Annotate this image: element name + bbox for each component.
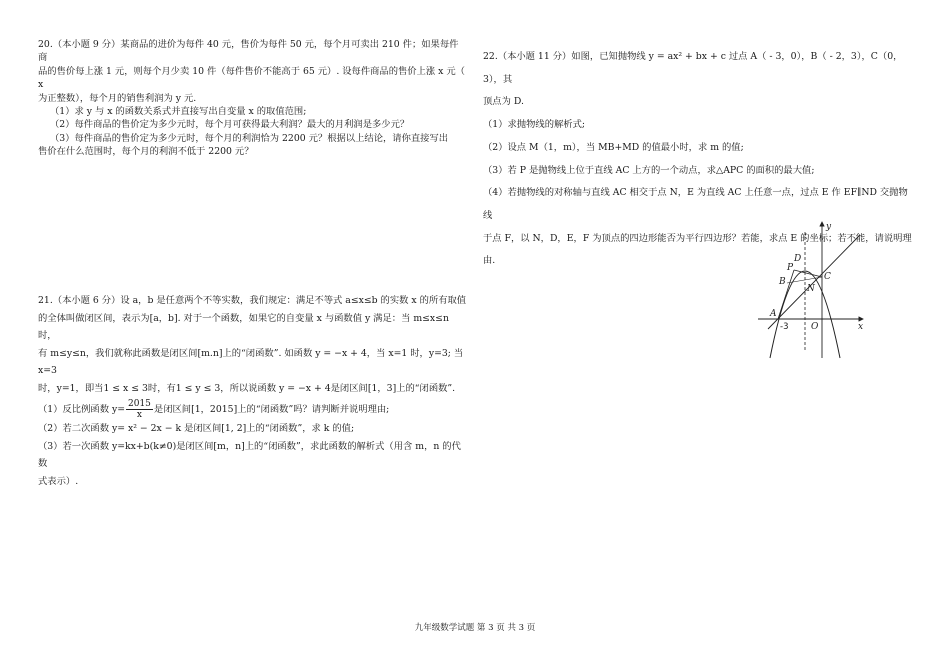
question-20	[38, 38, 466, 159]
question-21	[38, 292, 468, 490]
q21-sub-2: （2）若二次函数 y= x² − 2x − k 是闭区间[1, 2]上的“闭函数”，求 k 的值;	[38, 423, 355, 434]
point-n-label: N	[807, 284, 815, 294]
q20-line-2: 品的售价每上涨 1 元，则每个月少卖 10 件（每件售价不能高于 65 元）. 设每件商品的售价上涨 x 元（ x	[38, 65, 465, 91]
segment-pc	[794, 270, 822, 277]
fraction-denominator: x	[136, 410, 142, 420]
q22-sub-3: （3）若 P 是抛物线上位于直线 AC 上方的一个动点，求△APC 的面积的最大值;	[483, 164, 815, 176]
fraction	[126, 399, 153, 420]
q21-sub-1-prefix: （1）反比例函数 y=	[38, 404, 125, 415]
q22-sub-2: （2）设点 M（1，m），当 MB+MD 的值最小时，求 m 的值;	[483, 141, 744, 153]
page-footer: 九年级数学试题 第 3 页 共 3 页	[414, 623, 536, 633]
q20-sub-2: （2）每件商品的售价定为多少元时，每个月可获得最大利润？最大的月利润是多少元？	[50, 119, 410, 131]
tick-neg3-label: -3	[780, 322, 789, 332]
y-axis-label: y	[826, 222, 832, 232]
q22-sub-1: （1）求抛物线的解析式;	[483, 119, 586, 131]
q22-line-2: 顶点为 D.	[483, 96, 524, 108]
q20-sub-3b: 售价在什么范围时，每个月的利润不低于 2200 元？	[38, 146, 254, 158]
q21-line-1: 21.（本小题 6 分）设 a，b 是任意两个不等实数，我们规定：满足不等式 a≤x≤b 的实数 x 的所有取值	[38, 295, 467, 306]
x-axis-label: x	[858, 322, 864, 332]
q21-sub-1	[38, 399, 468, 420]
q20-line-1: 20.（本小题 9 分）某商品的进价为每件 40 元，售价为每件 50 元，每个月可卖出 210 件；如果每件商	[38, 39, 459, 64]
q21-sub-3b: 式表示）.	[38, 475, 79, 487]
point-c-label: C	[824, 272, 831, 282]
q20-line-3: 为正整数），每个月的销售利润为 y 元.	[38, 92, 197, 104]
q21-sub-3a: （3）若一次函数 y=kx+b(k≠0)是闭区间[m，n]上的“闭函数”，求此函数的解析式（用含 m，n 的代数	[38, 440, 461, 469]
q21-line-4: 时，y=1，即当1 ≤ x ≤ 3时，有1 ≤ y ≤ 3，所以说函数 y = −x + 4是闭区间[1，3]上的“闭函数”.	[38, 382, 456, 394]
parabola-diagram	[756, 218, 868, 360]
point-b-label: B	[779, 277, 786, 287]
q21-sub-1-suffix: 是闭区间[1，2015]上的“闭函数”吗？请判断并说明理由;	[153, 404, 390, 415]
point-d-label: D	[794, 254, 802, 264]
q21-line-2: 的全体叫做闭区间，表示为[a，b]. 对于一个函数，如果它的自变量 x 与函数值 y 满足：当 m≤x≤n 时，	[38, 312, 449, 341]
origin-label: O	[811, 322, 819, 332]
q20-sub-1: （1）求 y 与 x 的函数关系式并直接写出自变量 x 的取值范围;	[50, 106, 307, 118]
q22-line-1: 22.（本小题 11 分）如图，已知抛物线 y = ax² + bx + c 过点 A（ - 3，0），B（ - 2，3），C（0，3），其	[483, 51, 903, 85]
q22-sub-4a: （4）若抛物线的对称轴与直线 AC 相交于点 N，E 为直线 AC 上任意一点，过点 E 作 EF∥ND 交抛物线	[483, 187, 908, 221]
fraction-numerator: 2015	[128, 399, 151, 409]
q22-sub-4b: 于点 F，以 N，D，E，F 为顶点的四边形能否为平行四边形？若能，求点 E 的坐标；若不能，请说明理	[483, 232, 912, 244]
point-p-label: P	[787, 263, 794, 273]
parabola-figure	[756, 218, 868, 360]
q22-sub-4c: 由.	[483, 255, 496, 267]
point-a-label: A	[770, 309, 777, 319]
q21-line-3: 有 m≤y≤n，我们就称此函数是闭区间[m.n]上的“闭函数”. 如函数 y = −x + 4，当 x=1 时，y=3; 当 x=3	[38, 347, 464, 376]
q20-sub-3a: （3）每件商品的售价定为多少元时，每个月的利润恰为 2200 元？根据以上结论，请你直接写出	[50, 132, 449, 144]
